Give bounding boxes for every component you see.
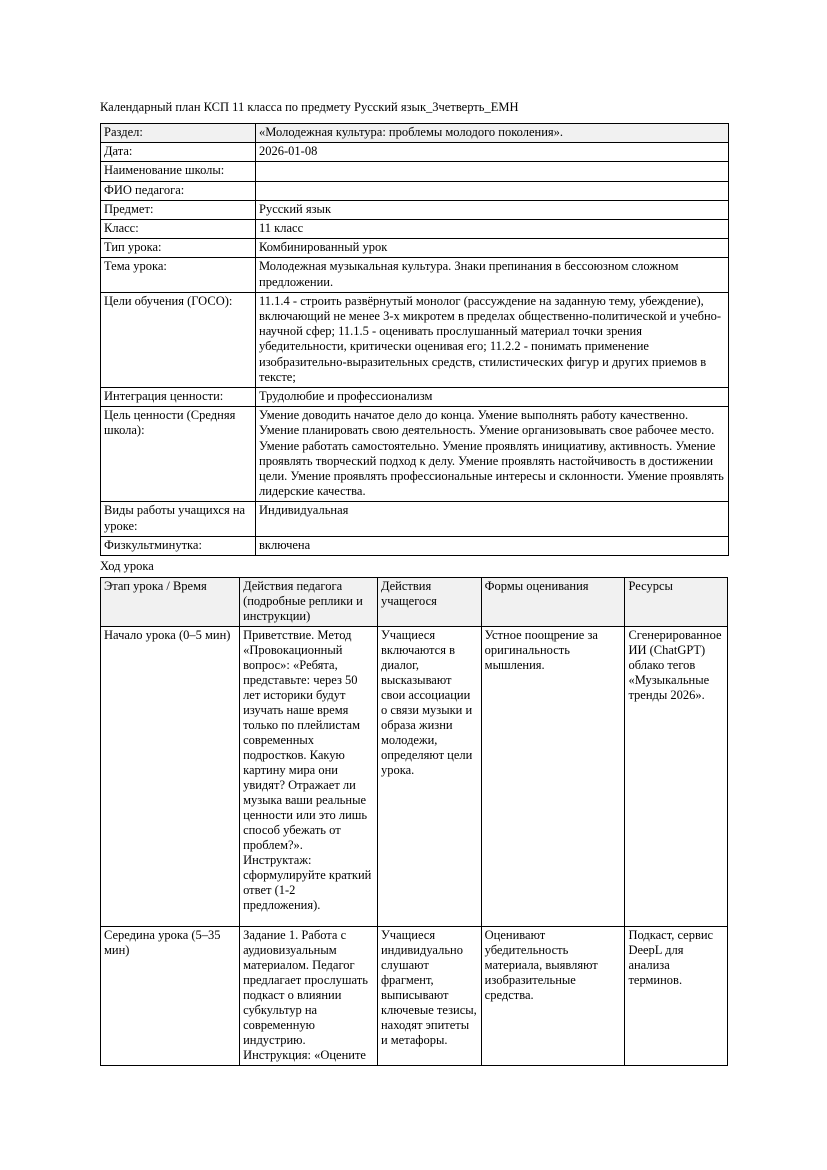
lesson-info-table (100, 123, 729, 556)
info-label: Предмет: (101, 200, 256, 219)
cell-resources: Подкаст, сервис DeepL для анализа терминов. (625, 927, 728, 1066)
table-row (101, 502, 729, 536)
table-row (101, 200, 729, 219)
info-value: Русский язык (256, 200, 729, 219)
info-label: Раздел: (101, 124, 256, 143)
info-label: Виды работы учащихся на уроке: (101, 502, 256, 536)
page-title: Календарный план КСП 11 класса по предмету Русский язык_3четверть_ЕМН (100, 100, 519, 114)
column-header-stage: Этап урока / Время (101, 578, 240, 627)
info-label: Дата: (101, 143, 256, 162)
info-label: Физкультминутка: (101, 536, 256, 555)
info-value: 11 класс (256, 220, 729, 239)
column-header-teacher-actions: Действия педагога (подробные реплики и инструкции) (240, 578, 378, 627)
table-row (101, 220, 729, 239)
info-label: ФИО педагога: (101, 181, 256, 200)
table-row (101, 627, 728, 927)
cell-stage: Середина урока (5–35 мин) (101, 927, 240, 1066)
info-value: Трудолюбие и профессионализм (256, 388, 729, 407)
info-label: Тип урока: (101, 239, 256, 258)
info-value (256, 181, 729, 200)
info-value: 11.1.4 - строить развёрнутый монолог (рассуждение на заданную тему, убеждение), включающий не менее 3-х микротем в пределах общественно-политической и учебно-научной сфер; 11.1.5 - оценивать прослушанный материал точки зрения убедительности, критически оценивая его; 11.2.2 - понимать применение изобразительно-выразительных средств, стилистических фигур и других приемов в тексте; (256, 292, 729, 387)
document-content (100, 100, 728, 1066)
cell-resources: Сгенерированное ИИ (ChatGPT) облако тегов «Музыкальные тренды 2026». (625, 627, 728, 927)
info-value: Молодежная музыкальная культура. Знаки препинания в бессоюзном сложном предложении. (256, 258, 729, 292)
column-header-student-actions: Действия учащегося (377, 578, 481, 627)
info-label: Наименование школы: (101, 162, 256, 181)
table-row (101, 143, 729, 162)
table-row (101, 258, 729, 292)
info-value (256, 162, 729, 181)
table-row (101, 292, 729, 387)
table-row (101, 388, 729, 407)
info-label: Цели обучения (ГОСО): (101, 292, 256, 387)
info-label: Класс: (101, 220, 256, 239)
lesson-flow-table (100, 577, 728, 1066)
section-label-lesson-flow: Ход урока (100, 559, 154, 574)
info-value: «Молодежная культура: проблемы молодого поколения». (256, 124, 729, 143)
info-label: Тема урока: (101, 258, 256, 292)
column-header-assessment: Формы оценивания (481, 578, 625, 627)
info-value: Умение доводить начатое дело до конца. Умение выполнять работу качественно. Умение планировать свою деятельность. Умение организовывать свое рабочее место. Умение работать самостоятельно. Умение проявлять инициативу, активность. Умение проявлять творческий подход к делу. Умение проявлять настойчивость в достижении цели. Умение проявлять профессиональные интересы и склонности. Умение проявлять лидерские качества. (256, 407, 729, 502)
info-value: включена (256, 536, 729, 555)
info-label: Цель ценности (Средняя школа): (101, 407, 256, 502)
table-row (101, 162, 729, 181)
table-row (101, 181, 729, 200)
cell-assessment: Оценивают убедительность материала, выявляют изобразительные средства. (481, 927, 625, 1066)
info-value: 2026-01-08 (256, 143, 729, 162)
cell-student-actions: Учащиеся индивидуально слушают фрагмент, выписывают ключевые тезисы, находят эпитеты и метафоры. (377, 927, 481, 1066)
info-label: Интеграция ценности: (101, 388, 256, 407)
table-row (101, 927, 728, 1066)
table-row (101, 239, 729, 258)
cell-teacher-actions: Задание 1. Работа с аудиовизуальным материалом. Педагог предлагает прослушать подкаст о влиянии субкультур на современную индустрию. Инструкция: «Оцените (240, 927, 378, 1066)
cell-student-actions: Учащиеся включаются в диалог, высказывают свои ассоциации о связи музыки и образа жизни молодежи, определяют цели урока. (377, 627, 481, 927)
info-value: Комбинированный урок (256, 239, 729, 258)
cell-teacher-actions: Приветствие. Метод «Провокационный вопрос»: «Ребята, представьте: через 50 лет историки будут изучать наше время только по плейлистам современных подростков. Какую картину мира они увидят? Отражает ли музыка ваши реальные ценности или это лишь способ убежать от проблем?». Инструктаж: сформулируйте краткий ответ (1-2 предложения). (240, 627, 378, 927)
info-value: Индивидуальная (256, 502, 729, 536)
table-header-row (101, 578, 728, 627)
table-row (101, 124, 729, 143)
column-header-resources: Ресурсы (625, 578, 728, 627)
table-row (101, 536, 729, 555)
cell-assessment: Устное поощрение за оригинальность мышления. (481, 627, 625, 927)
table-row (101, 407, 729, 502)
cell-stage: Начало урока (0–5 мин) (101, 627, 240, 927)
